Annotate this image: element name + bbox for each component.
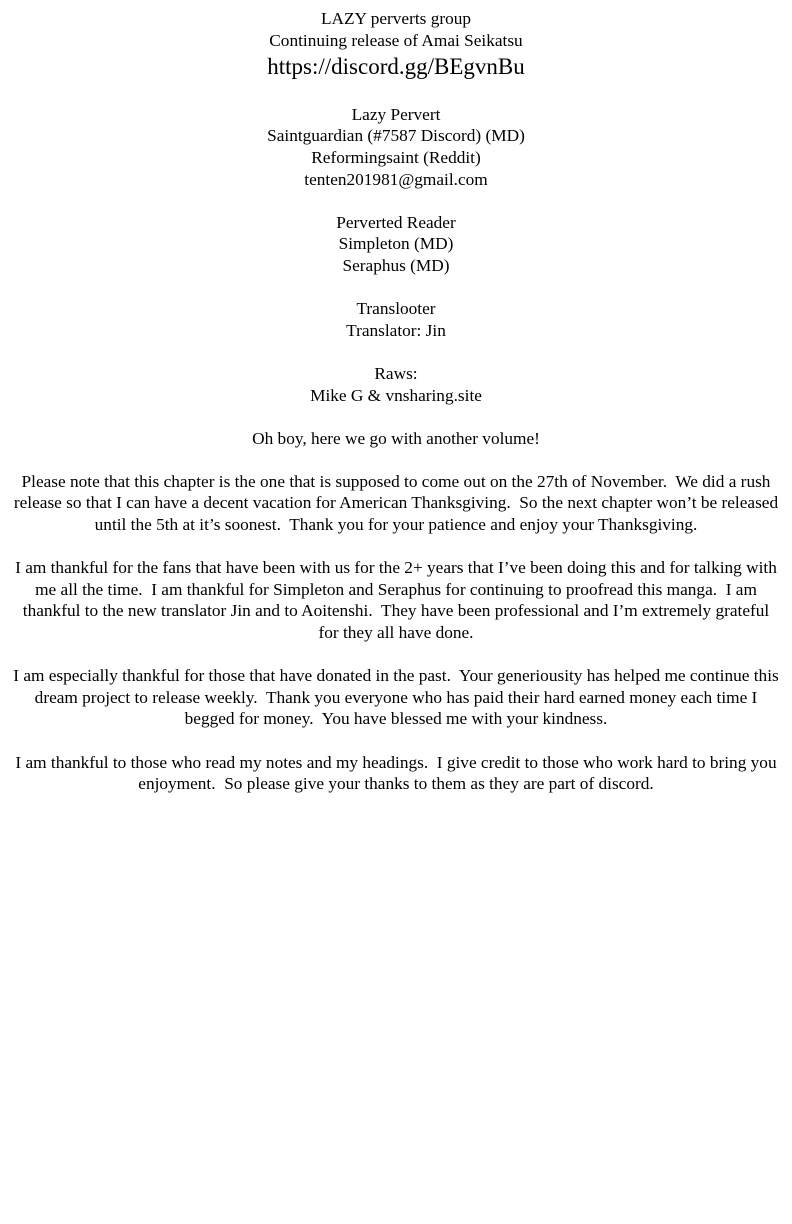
credit-title-perverted-reader: Perverted Reader — [336, 212, 456, 232]
note-paragraph: Please note that this chapter is the one that is supposed to come out on the 27th of November. We did a rush release so that I can have a decent vacation for American Thanksgiving. So the next chapter won’t be released until the 5th at it’s soonest. Thank you for your patience and enjoy your Thanksgiving. — [13, 471, 783, 535]
release-notes-document — [0, 8, 792, 795]
credit-line: Reformingsaint (Reddit) — [311, 147, 481, 167]
note-paragraph: I am thankful to those who read my notes and my headings. I give credit to those who work hard to bring you enjoyment. So please give your thanks to them as they are part of discord. — [15, 752, 781, 794]
release-note: Continuing release of Amai Seikatsu — [269, 30, 523, 50]
spacer — [12, 190, 780, 212]
note-paragraph: I am thankful for the fans that have been with us for the 2+ years that I’ve been doing this and for talking with me all the time. I am thankful for Simpleton and Seraphus for continuing to proofread this manga. I am thankful to the new translator Jin and to Aoitenshi. They have been professional and I’m extremely grateful for they all have done. — [15, 558, 782, 643]
credits-perverted-reader — [12, 212, 780, 277]
spacer — [12, 82, 780, 104]
spacer — [12, 406, 780, 428]
spacer — [12, 730, 780, 752]
spacer — [12, 449, 780, 471]
group-name: LAZY perverts group — [320, 9, 472, 28]
note-paragraph: I am especially thankful for those that have donated in the past. Your generiousity has helped me continue this dream project to release weekly. Thank you everyone who has paid their hard earned money each time I begged for money. You have blessed me with your kindness. — [13, 666, 784, 729]
intro-text: Oh boy, here we go with another volume! — [252, 428, 540, 448]
credit-line: Simpleton (MD) — [338, 234, 454, 254]
spacer — [12, 341, 780, 363]
credit-title-raws: Raws: — [374, 363, 418, 383]
credits-translooter — [12, 298, 780, 341]
credit-email: tenten201981@gmail.com — [304, 169, 488, 189]
credit-line: Seraphus (MD) — [342, 255, 450, 275]
spacer — [12, 277, 780, 299]
spacer — [12, 644, 780, 666]
credit-title-lazy-pervert: Lazy Pervert — [351, 104, 441, 124]
credit-line: Mike G & vnsharing.site — [310, 385, 482, 405]
spacer — [12, 536, 780, 558]
credits-raws — [12, 363, 780, 406]
credit-line: Saintguardian (#7587 Discord) (MD) — [267, 126, 525, 146]
credit-line: Translator: Jin — [346, 320, 446, 340]
credit-title-translooter: Translooter — [356, 299, 436, 319]
discord-link[interactable]: https://discord.gg/BEgvnBu — [267, 54, 525, 80]
credits-lazy-pervert — [12, 104, 780, 190]
